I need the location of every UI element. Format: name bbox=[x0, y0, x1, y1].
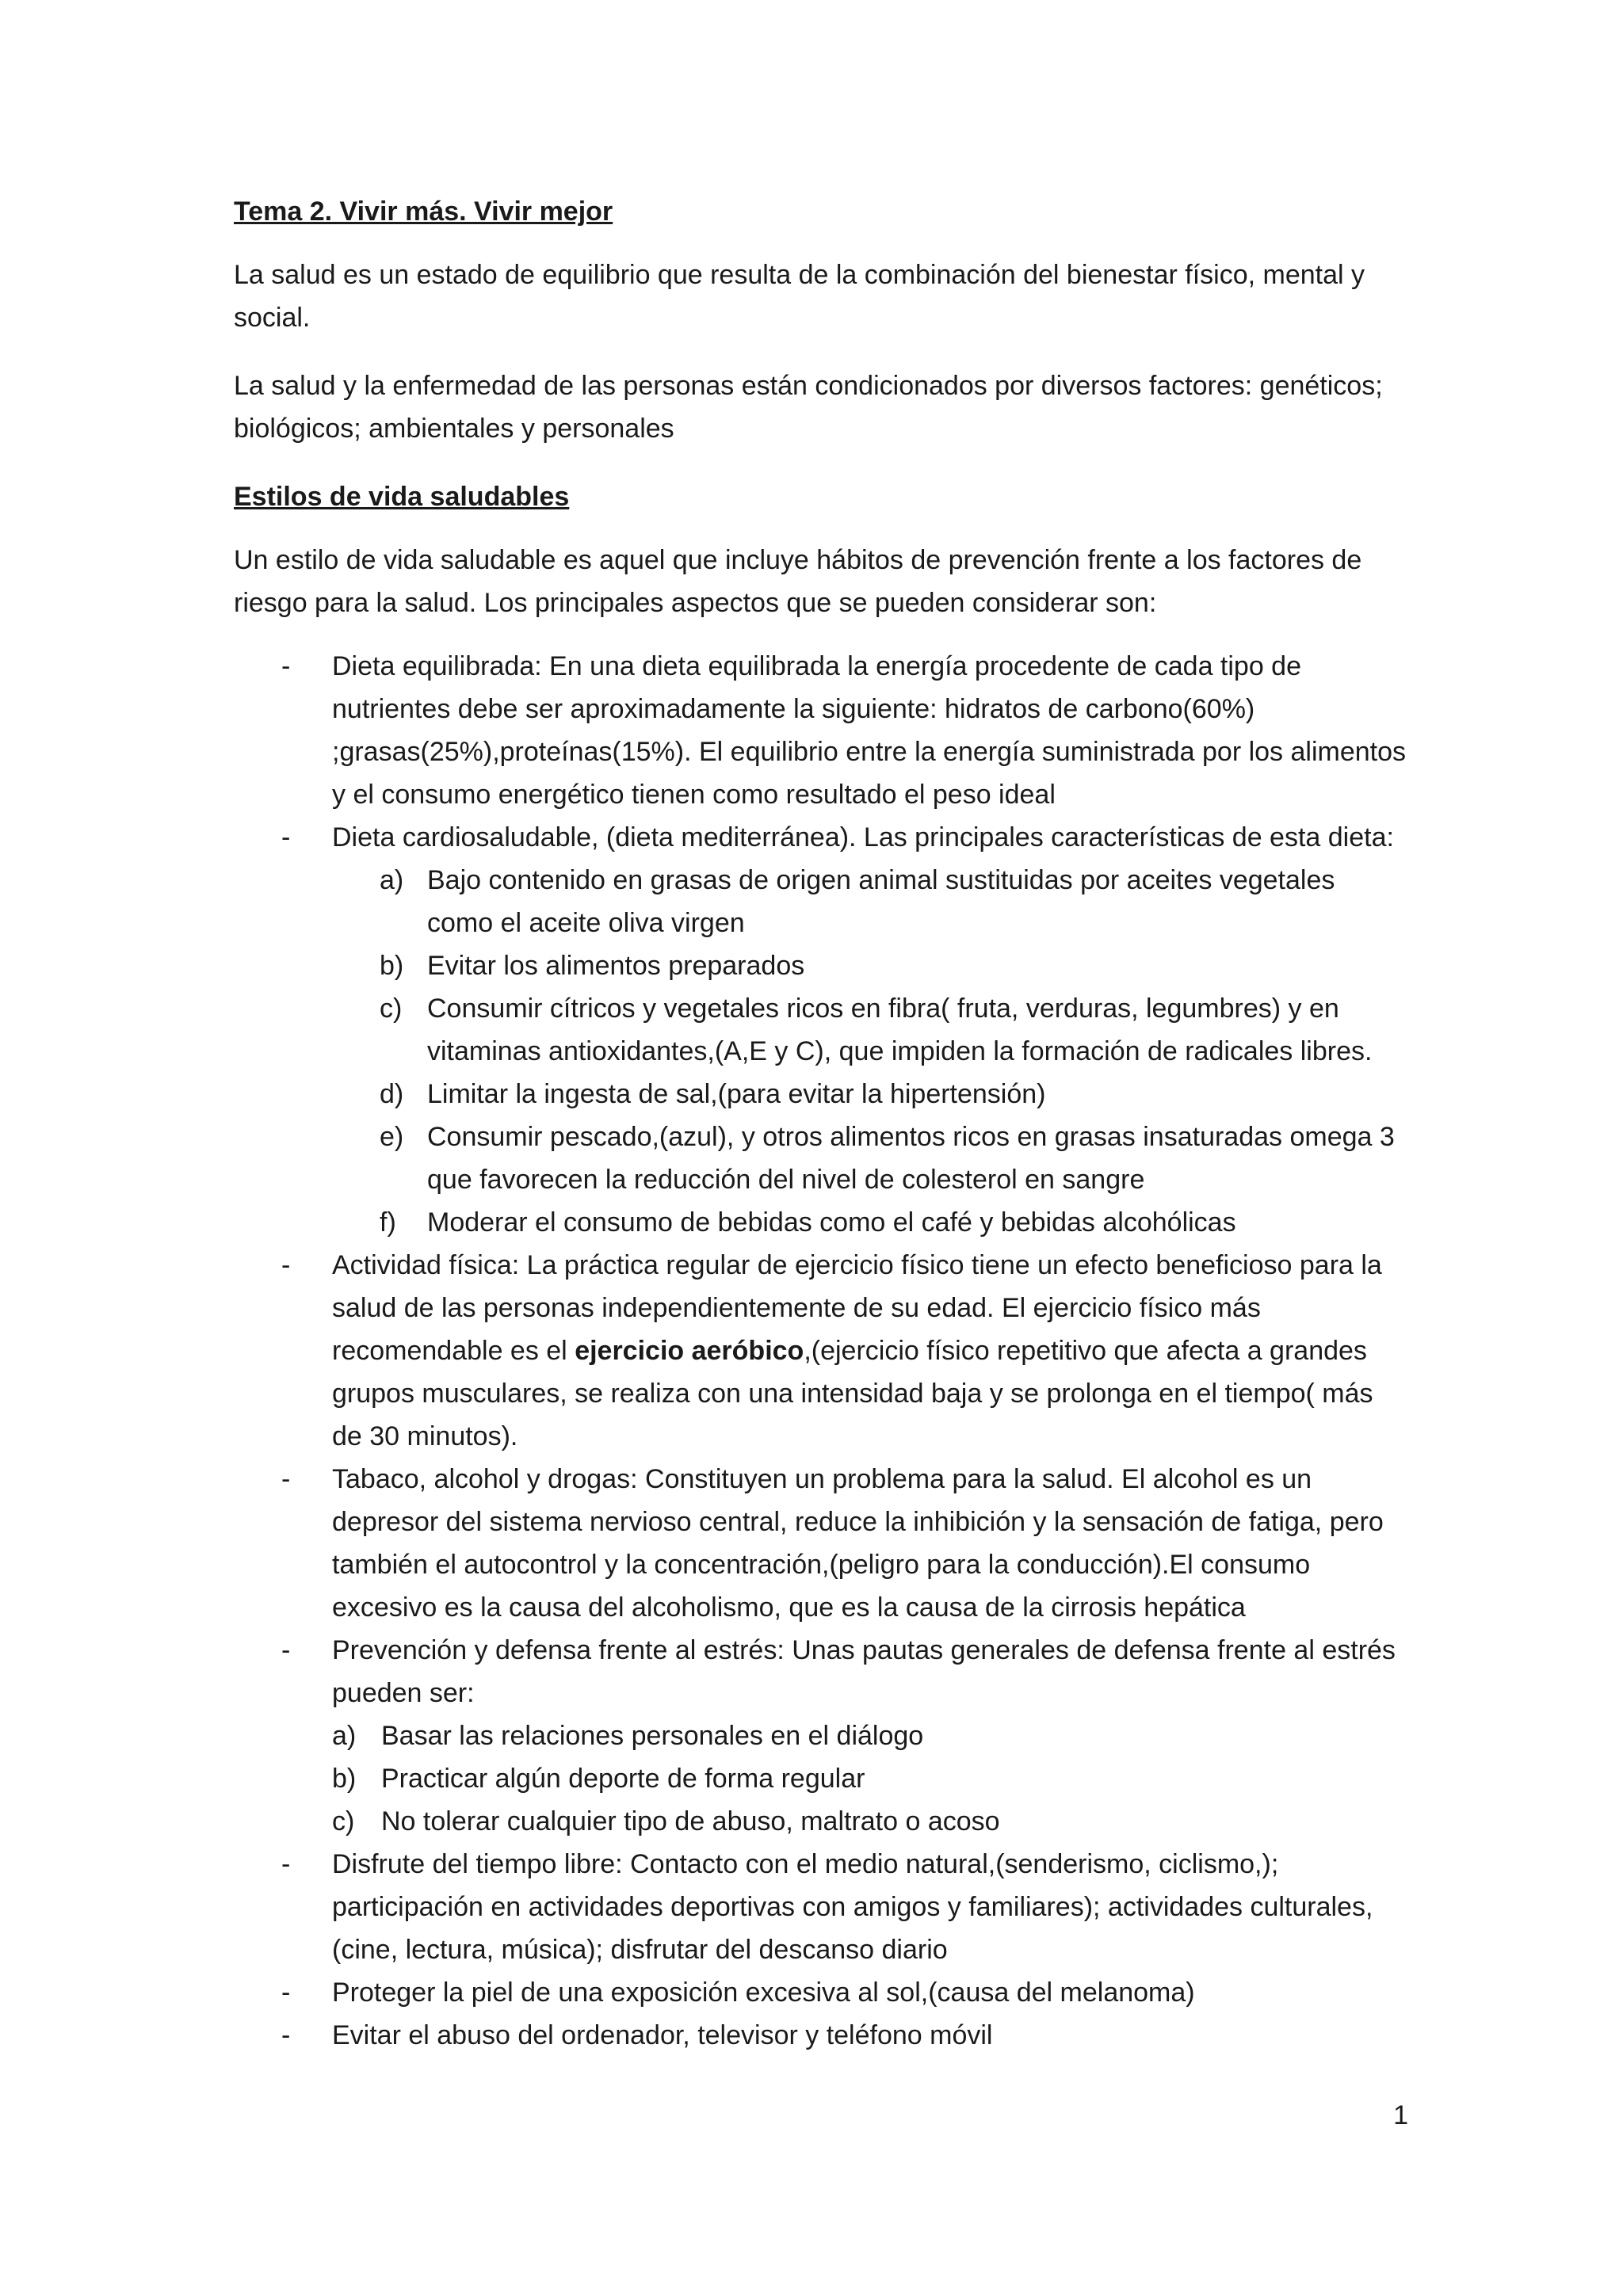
list-item bbox=[234, 1629, 1407, 1843]
list-item bbox=[234, 1971, 1407, 2014]
sublist-label: b) bbox=[380, 951, 404, 981]
paragraph-lifestyle-intro: Un estilo de vida saludable es aquel que incluye hábitos de prevención frente a los factores de riesgo para la salud. Los principales aspectos que se pueden considerar son: bbox=[234, 545, 1362, 618]
sublist-item bbox=[332, 987, 1407, 1073]
sublist-label: f) bbox=[380, 1207, 396, 1238]
sublist-item bbox=[332, 944, 1407, 987]
sublist-stress bbox=[332, 1714, 1407, 1843]
list-item-text: Dieta cardiosaludable, (dieta mediterránea). Las principales características de esta dieta: bbox=[332, 822, 1394, 852]
list-item-text-after: ,(ejercicio físico repetitivo que afecta a grandes grupos musculares, se realiza con una intensidad baja y se prolonga en el tiempo( más de 30 minutos). bbox=[332, 1336, 1373, 1451]
list-item bbox=[234, 816, 1407, 1244]
bullet-dash: - bbox=[281, 822, 291, 852]
list-item-text: Evitar el abuso del ordenador, televisor y teléfono móvil bbox=[332, 2020, 993, 2050]
bullet-dash: - bbox=[281, 1849, 291, 1879]
list-item-text: Disfrute del tiempo libre: Contacto con el medio natural,(senderismo, ciclismo,); participación en actividades deportivas con amigos y familiares); actividades culturales,(cine, lectura, música); disfrutar del descanso diario bbox=[332, 1849, 1373, 1965]
sublist-text: Consumir cítricos y vegetales ricos en fibra( fruta, verduras, legumbres) y en vitaminas antioxidantes,(A,E y C), que impiden la formación de radicales libres. bbox=[427, 994, 1373, 1066]
sublist-label: c) bbox=[332, 1806, 355, 1836]
sublist-text: Practicar algún deporte de forma regular bbox=[381, 1764, 865, 1794]
list-item-text-before: Actividad física: La práctica regular de ejercicio físico tiene un efecto beneficioso para la salud de las personas independientemente de su edad. El ejercicio físico más recomendable es el bbox=[332, 1250, 1382, 1366]
bullet-dash: - bbox=[281, 1635, 291, 1665]
bullet-dash: - bbox=[281, 651, 291, 681]
list-item-text: Proteger la piel de una exposición excesiva al sol,(causa del melanoma) bbox=[332, 1978, 1195, 2008]
list-item-text: Dieta equilibrada: En una dieta equilibrada la energía procedente de cada tipo de nutrientes debe ser aproximadamente la siguiente: hidratos de carbono(60%) ;grasas(25%),proteínas(15%). El equilibrio entre la energía suministrada por los alimentos y el consumo energético tienen como resultado el peso ideal bbox=[332, 651, 1407, 810]
paragraph-health-factors: La salud y la enfermedad de las personas están condicionados por diversos factores: genéticos; biológicos; ambientales y personales bbox=[234, 371, 1383, 444]
sublist-item bbox=[332, 1116, 1407, 1201]
sublist-item bbox=[332, 1757, 1407, 1800]
sublist-text: Basar las relaciones personales en el diálogo bbox=[381, 1721, 924, 1751]
list-item bbox=[234, 645, 1407, 816]
paragraph-health-definition: La salud es un estado de equilibrio que resulta de la combinación del bienestar físico, mental y social. bbox=[234, 260, 1365, 333]
bold-term: ejercicio aeróbico bbox=[575, 1336, 804, 1366]
section-heading: Estilos de vida saludables bbox=[234, 482, 570, 512]
list-item-text: Tabaco, alcohol y drogas: Constituyen un problema para la salud. El alcohol es un depresor del sistema nervioso central, reduce la inhibición y la sensación de fatiga, pero también el autocontrol y la concentración,(peligro para la conducción).El consumo excesivo es la causa del alcoholismo, que es la causa de la cirrosis hepática bbox=[332, 1464, 1384, 1623]
list-item bbox=[234, 1458, 1407, 1629]
sublist-item bbox=[332, 1073, 1407, 1116]
bullet-dash: - bbox=[281, 2020, 291, 2050]
page-number: 1 bbox=[1393, 2100, 1408, 2130]
sublist-text: Bajo contenido en grasas de origen animal sustituidas por aceites vegetales como el aceite oliva virgen bbox=[427, 865, 1335, 938]
sublist-label: d) bbox=[380, 1079, 404, 1109]
sublist-item bbox=[332, 1714, 1407, 1757]
sublist-label: e) bbox=[380, 1122, 404, 1152]
sublist-label: b) bbox=[332, 1764, 357, 1794]
list-item bbox=[234, 1843, 1407, 1971]
list-item bbox=[234, 2014, 1407, 2057]
bullet-dash: - bbox=[281, 1464, 291, 1494]
bullet-dash: - bbox=[281, 1978, 291, 2008]
sublist-diet bbox=[332, 859, 1407, 1244]
sublist-text: Consumir pescado,(azul), y otros alimentos ricos en grasas insaturadas omega 3 que favorecen la reducción del nivel de colesterol en sangre bbox=[427, 1122, 1395, 1195]
sublist-text: No tolerar cualquier tipo de abuso, maltrato o acoso bbox=[381, 1806, 1000, 1836]
sublist-item bbox=[332, 1800, 1407, 1843]
sublist-text: Evitar los alimentos preparados bbox=[427, 951, 805, 981]
sublist-item bbox=[332, 859, 1407, 944]
list-item-text: Prevención y defensa frente al estrés: Unas pautas generales de defensa frente al estrés pueden ser: bbox=[332, 1635, 1396, 1708]
sublist-item bbox=[332, 1201, 1407, 1244]
sublist-text: Limitar la ingesta de sal,(para evitar la hipertensión) bbox=[427, 1079, 1046, 1109]
document-title: Tema 2. Vivir más. Vivir mejor bbox=[234, 196, 613, 227]
sublist-label: c) bbox=[380, 994, 403, 1024]
lifestyle-list bbox=[234, 645, 1407, 2057]
sublist-label: a) bbox=[380, 865, 404, 895]
bullet-dash: - bbox=[281, 1250, 291, 1280]
sublist-label: a) bbox=[332, 1721, 357, 1751]
sublist-text: Moderar el consumo de bebidas como el café y bebidas alcohólicas bbox=[427, 1207, 1236, 1238]
page-content bbox=[234, 190, 1407, 2057]
list-item bbox=[234, 1244, 1407, 1458]
